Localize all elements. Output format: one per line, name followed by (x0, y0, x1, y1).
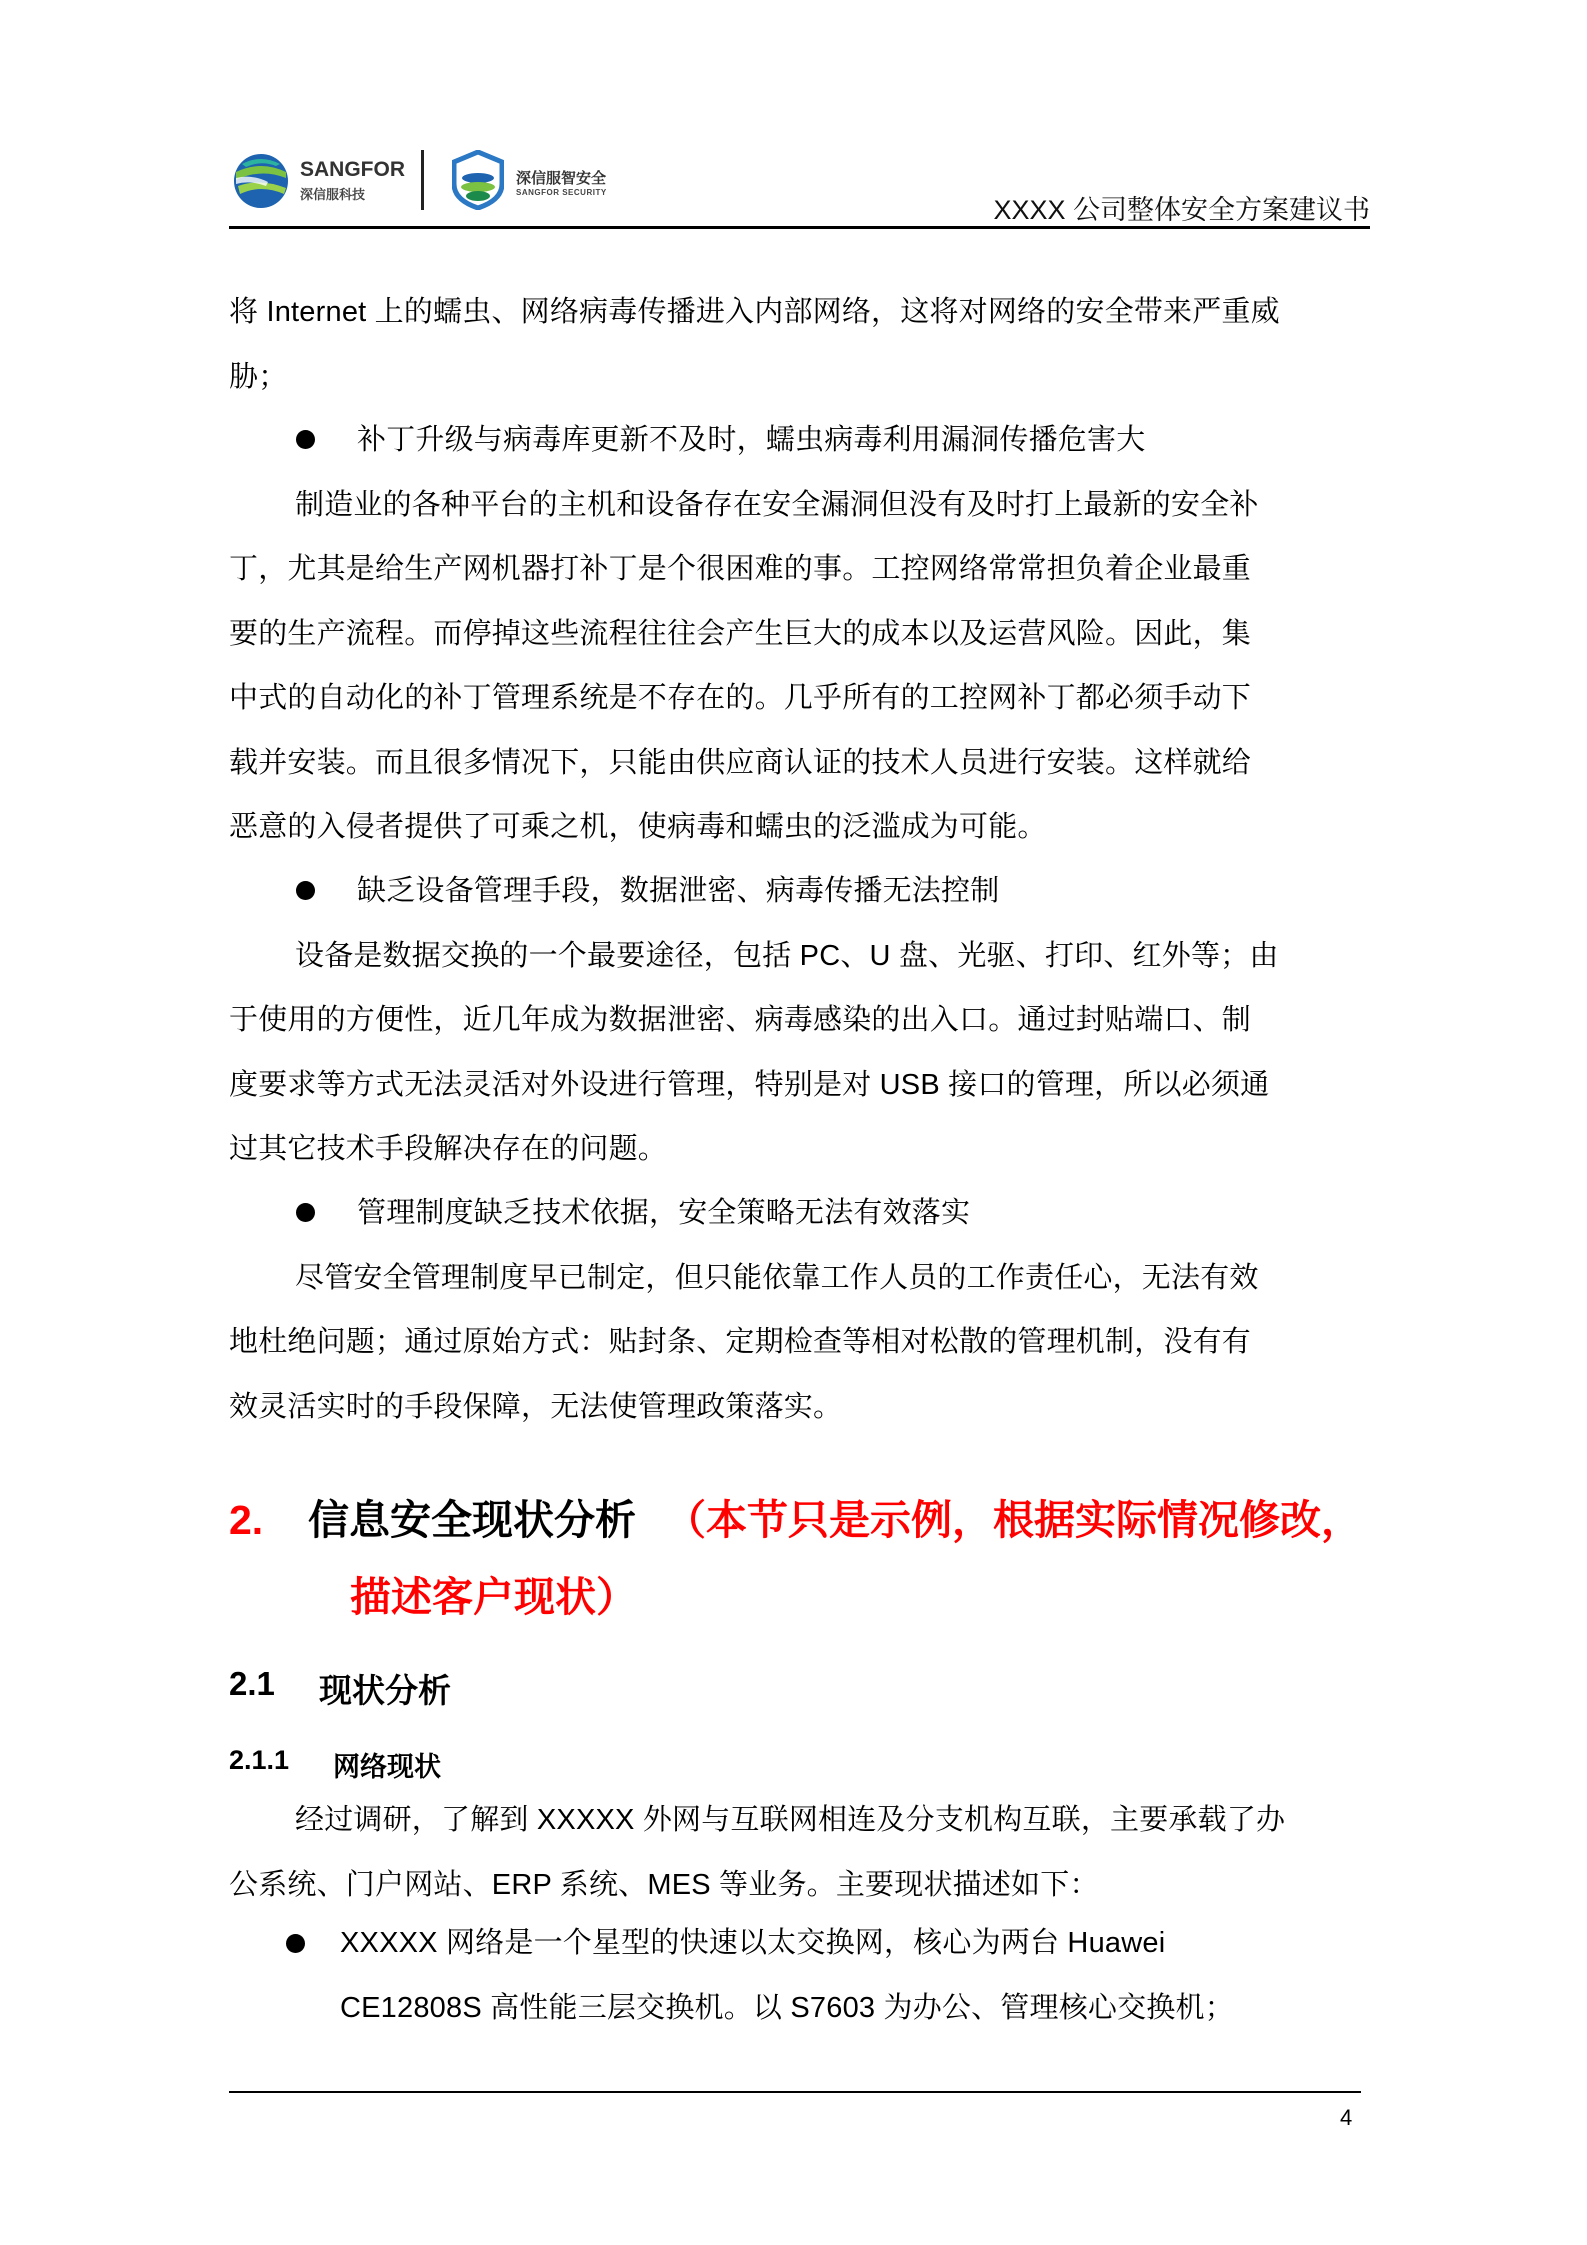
bullet-heading: 管理制度缺乏技术依据，安全策略无法有效落实 (357, 1197, 971, 1229)
heading1-number: 2. (229, 1497, 264, 1543)
paragraph-line: 过其它技术手段解决存在的问题。 (229, 1133, 668, 1165)
heading2-number: 2.1 (229, 1665, 275, 1702)
paragraph-line: 度要求等方式无法灵活对外设进行管理，特别是对 USB 接口的管理，所以必须通 (229, 1069, 1270, 1101)
bullet-icon (296, 1203, 315, 1222)
paragraph-line: 公系统、门户网站、ERP 系统、MES 等业务。主要现状描述如下： (229, 1869, 1099, 1901)
paragraph-line: 丁，尤其是给生产网机器打补丁是个很困难的事。工控网络常常担负着企业最重 (229, 553, 1252, 585)
bullet-line: XXXXX 网络是一个星型的快速以太交换网，核心为两台 Huawei (340, 1927, 1166, 1959)
paragraph-line: 要的生产流程。而停掉这些流程往往会产生巨大的成本以及运营风险。因此，集 (229, 618, 1252, 650)
heading3-title: 网络现状 (333, 1752, 441, 1782)
text-line: 将 Internet 上的蠕虫、网络病毒传播进入内部网络，这将对网络的安全带来严重威 (229, 296, 1280, 328)
header-rule (229, 226, 1370, 229)
paragraph-line: 恶意的入侵者提供了可乘之机，使病毒和蠕虫的泛滥成为可能。 (229, 811, 1047, 843)
page-number: 4 (1340, 2105, 1353, 2130)
paragraph-line: 中式的自动化的补丁管理系统是不存在的。几乎所有的工控网补丁都必须手动下 (229, 682, 1252, 714)
paragraph-line: 效灵活实时的手段保障，无法使管理政策落实。 (229, 1391, 843, 1423)
paragraph-line: 制造业的各种平台的主机和设备存在安全漏洞但没有及时打上最新的安全补 (295, 489, 1259, 521)
bullet-heading: 缺乏设备管理手段，数据泄密、病毒传播无法控制 (357, 875, 1000, 907)
sangfor-logo-sub: 深信服科技 (300, 187, 366, 202)
footer-rule (229, 2091, 1361, 2093)
sangfor-security-shield-icon (452, 150, 504, 210)
bullet-icon (296, 430, 315, 449)
paragraph-line: 地杜绝问题；通过原始方式：贴封条、定期检查等相对松散的管理机制，没有有 (229, 1326, 1252, 1358)
heading1-title: 信息安全现状分析 (308, 1497, 636, 1543)
bullet-line-continued: CE12808S 高性能三层交换机。以 S7603 为办公、管理核心交换机； (340, 1992, 1234, 2024)
logo-divider (421, 150, 424, 210)
paragraph-line: 经过调研，了解到 XXXXX 外网与互联网相连及分支机构互联，主要承载了办 (295, 1804, 1286, 1836)
bullet-heading: 补丁升级与病毒库更新不及时，蠕虫病毒利用漏洞传播危害大 (357, 424, 1146, 456)
sangfor-security-sub: SANGFOR SECURITY (516, 188, 607, 197)
paragraph-line: 载并安装。而且很多情况下，只能由供应商认证的技术人员进行安装。这样就给 (229, 747, 1252, 779)
document-title: XXXX 公司整体安全方案建议书 (993, 195, 1370, 225)
paragraph-line: 尽管安全管理制度早已制定，但只能依靠工作人员的工作责任心，无法有效 (295, 1262, 1259, 1294)
heading2-title: 现状分析 (319, 1672, 451, 1709)
bullet-icon (286, 1934, 305, 1953)
paragraph-line: 设备是数据交换的一个最要途径，包括 PC、U 盘、光驱、打印、红外等；由 (295, 940, 1279, 972)
sangfor-logo-name: SANGFOR (300, 158, 405, 181)
heading1-note-continued: 描述客户现状） (350, 1574, 637, 1620)
sangfor-security-name: 深信服智安全 (516, 170, 607, 187)
bullet-icon (296, 881, 315, 900)
heading1-note: （本节只是示例，根据实际情况修改， (665, 1497, 1362, 1543)
paragraph-line: 于使用的方便性，近几年成为数据泄密、病毒感染的出入口。通过封贴端口、制 (229, 1004, 1252, 1036)
heading3-number: 2.1.1 (229, 1745, 290, 1775)
sangfor-globe-icon (232, 152, 290, 210)
text-line: 胁； (229, 361, 288, 393)
